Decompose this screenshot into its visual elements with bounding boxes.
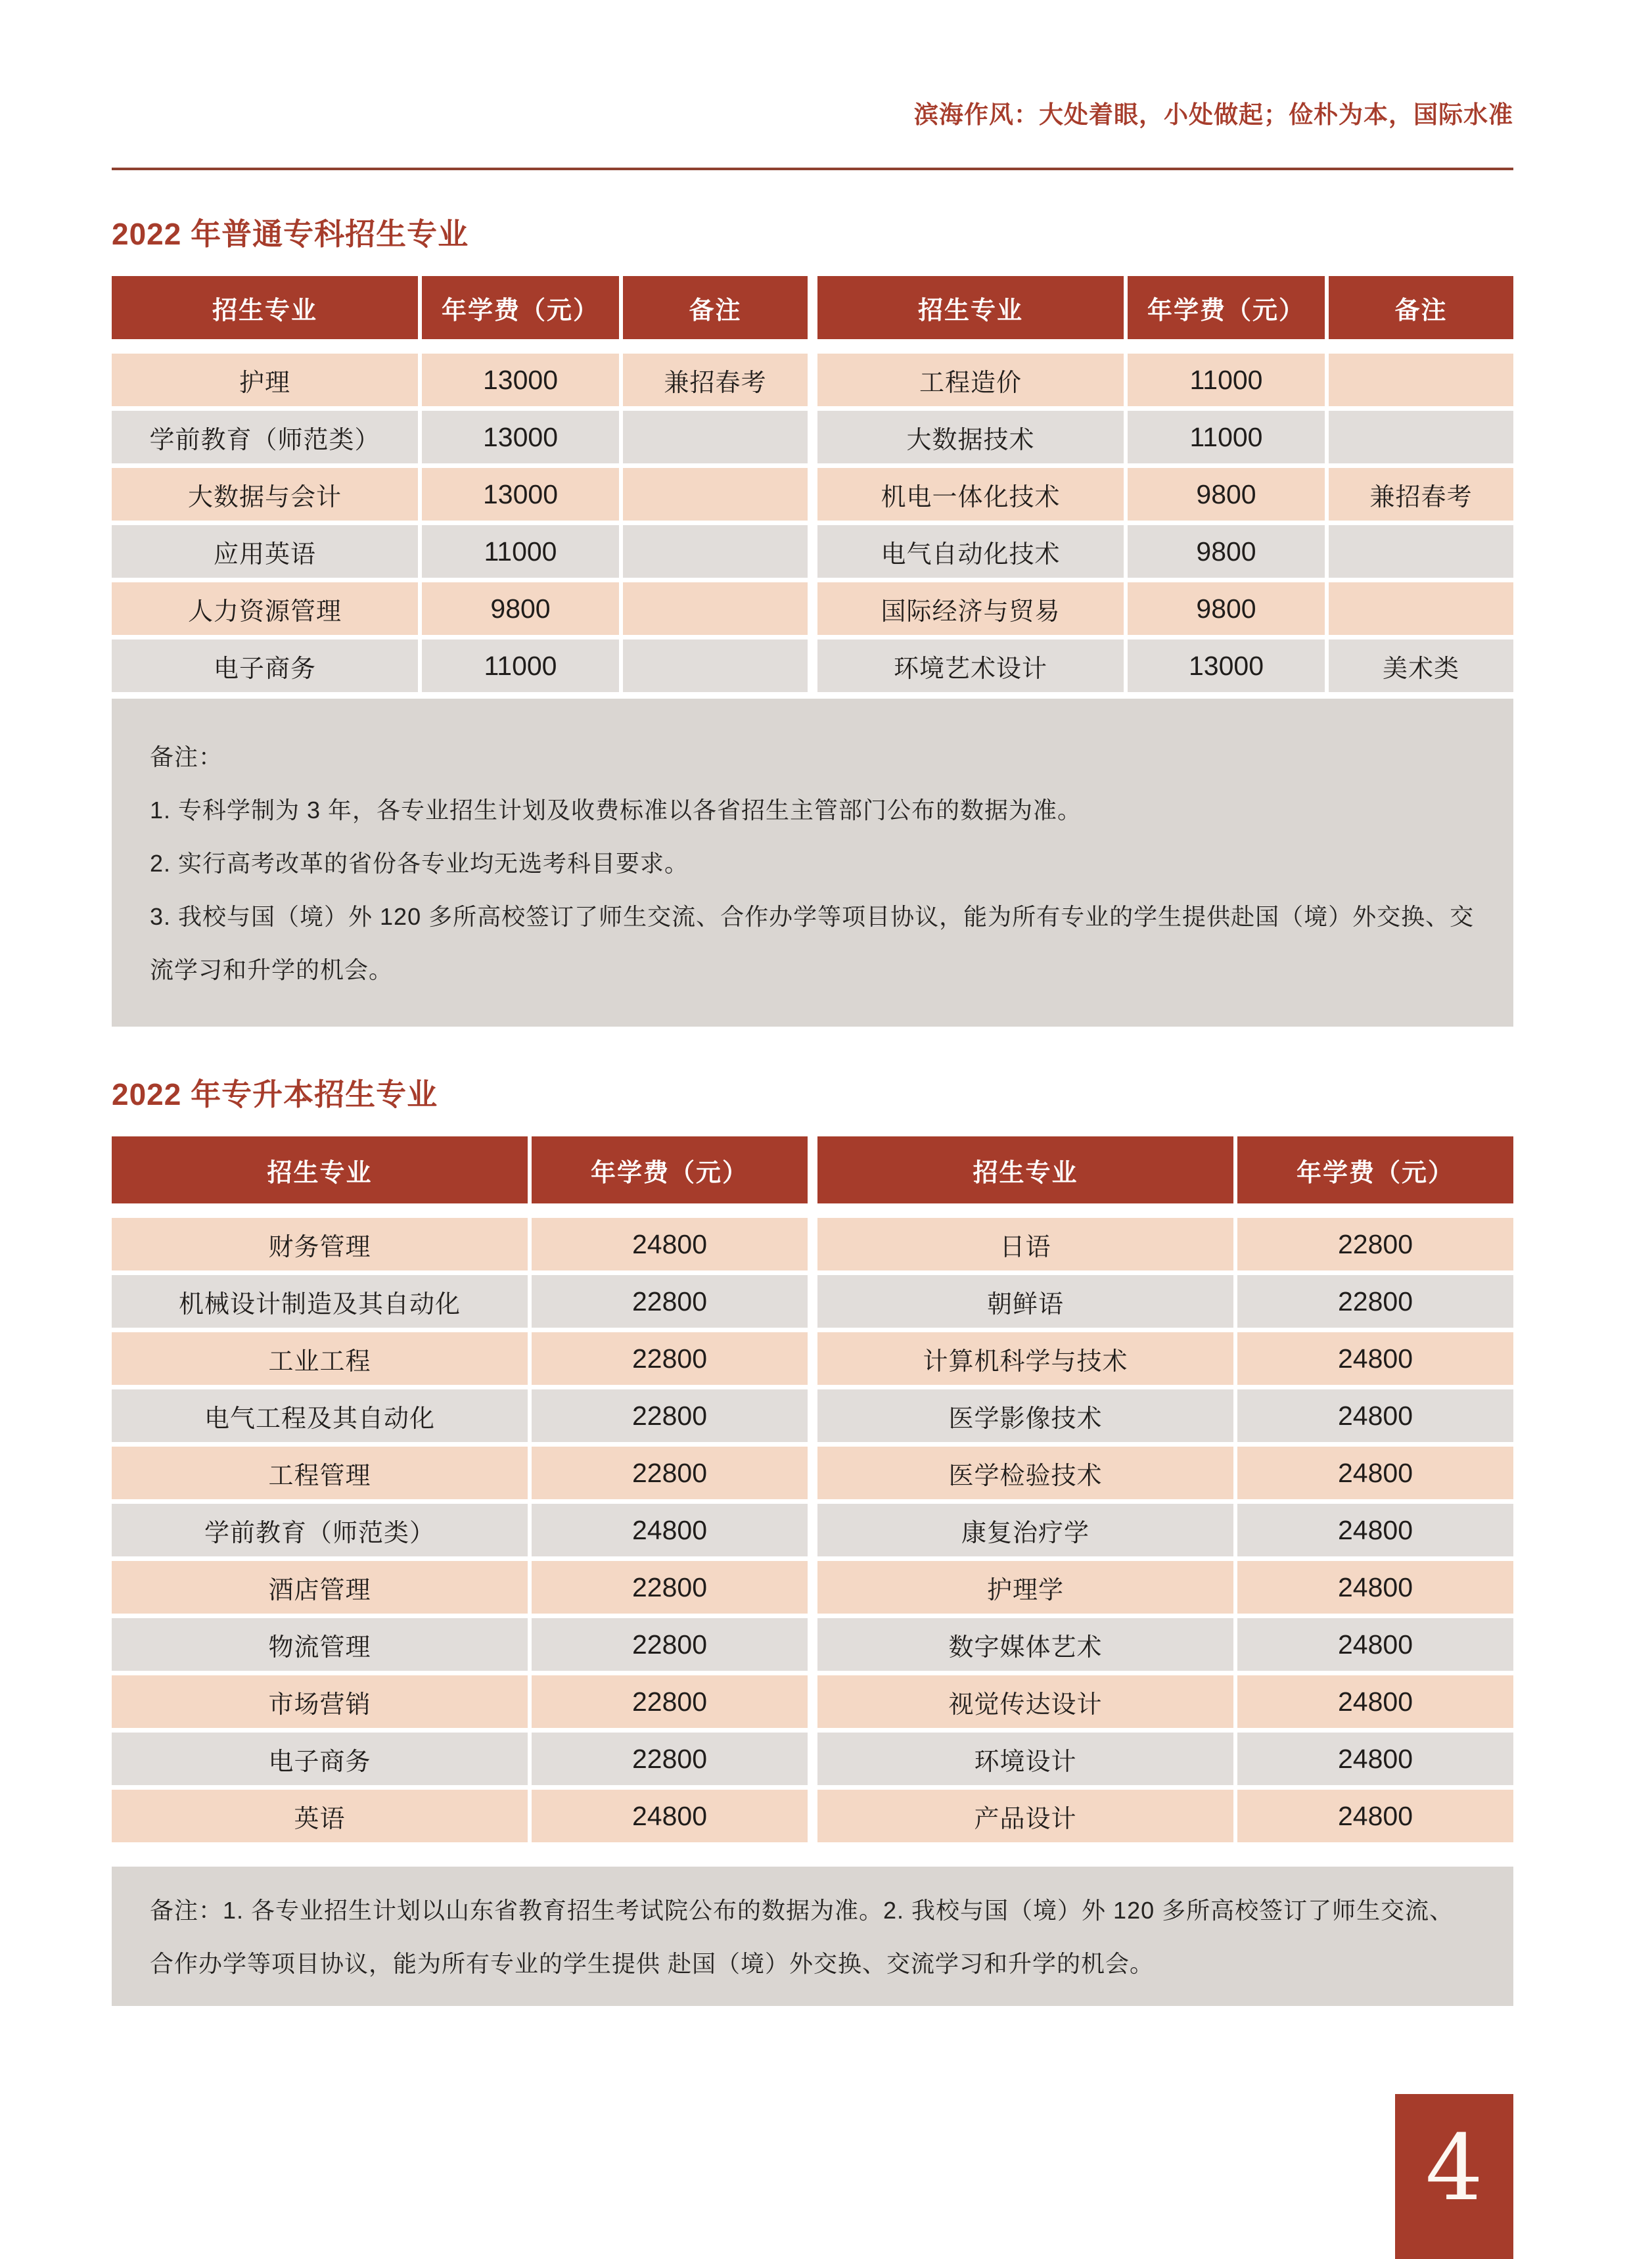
- note-cell: [623, 582, 808, 635]
- fee-cell: 24800: [532, 1790, 808, 1842]
- major-cell: 数字媒体艺术: [817, 1618, 1233, 1671]
- major-cell: 视觉传达设计: [817, 1675, 1233, 1728]
- fee-cell: 11000: [422, 525, 619, 578]
- major-cell: 学前教育（师范类）: [112, 411, 418, 463]
- major-cell: 护理学: [817, 1561, 1233, 1614]
- note-cell: [1329, 525, 1513, 578]
- zhuanshengben-left-header-row: [112, 1136, 808, 1203]
- fee-cell: 24800: [1237, 1447, 1513, 1499]
- column-header-fee: 年学费（元）: [532, 1136, 808, 1203]
- major-cell: 应用英语: [112, 525, 418, 578]
- zhuanke-table-left-half: [112, 276, 808, 692]
- fee-cell: 22800: [1237, 1275, 1513, 1328]
- zhuanke-right-header-row: [817, 276, 1513, 339]
- fee-cell: 24800: [1237, 1332, 1513, 1385]
- major-cell: 计算机科学与技术: [817, 1332, 1233, 1385]
- fee-cell: 13000: [1128, 640, 1325, 692]
- note-cell: [623, 468, 808, 521]
- note-cell: [623, 411, 808, 463]
- fee-cell: 22800: [1237, 1218, 1513, 1270]
- major-cell: 日语: [817, 1218, 1233, 1270]
- note-cell: 兼招春考: [1329, 468, 1513, 521]
- note-cell: [623, 640, 808, 692]
- major-cell: 电气工程及其自动化: [112, 1389, 528, 1442]
- column-header-note: 备注: [1329, 276, 1513, 339]
- major-cell: 医学影像技术: [817, 1389, 1233, 1442]
- zhuanke-majors-table: [112, 276, 1513, 692]
- zhuanke-right-body: [817, 354, 1513, 692]
- fee-cell: 24800: [532, 1218, 808, 1270]
- major-cell: 工业工程: [112, 1332, 528, 1385]
- major-cell: 产品设计: [817, 1790, 1233, 1842]
- fee-cell: 24800: [1237, 1389, 1513, 1442]
- major-cell: 环境艺术设计: [817, 640, 1124, 692]
- section1-title: 2022 年普通专科招生专业: [112, 217, 469, 251]
- note-item: 3. 我校与国（境）外 120 多所高校签订了师生交流、合作办学等项目协议，能为所有专业的学生提供赴国（境）外交换、交流学习和升学的机会。: [150, 903, 1475, 983]
- column-header-major: 招生专业: [817, 276, 1124, 339]
- school-slogan: 滨海作风：大处着眼，小处做起；俭朴为本，国际水准: [914, 101, 1513, 128]
- column-header-major: 招生专业: [112, 276, 418, 339]
- fee-cell: 22800: [532, 1389, 808, 1442]
- note-cell: [1329, 582, 1513, 635]
- fee-cell: 22800: [532, 1275, 808, 1328]
- column-header-fee: 年学费（元）: [1237, 1136, 1513, 1203]
- column-header-fee: 年学费（元）: [1128, 276, 1325, 339]
- major-cell: 工程管理: [112, 1447, 528, 1499]
- zhuanshengben-majors-table: [112, 1136, 1513, 1842]
- fee-cell: 13000: [422, 411, 619, 463]
- major-cell: 学前教育（师范类）: [112, 1504, 528, 1556]
- notes-label: 备注：: [150, 743, 223, 770]
- major-cell: 护理: [112, 354, 418, 406]
- zhuanke-notes-box: [112, 699, 1513, 1027]
- major-cell: 机械设计制造及其自动化: [112, 1275, 528, 1328]
- page-content: [112, 0, 1513, 2006]
- major-cell: 环境设计: [817, 1733, 1233, 1785]
- fee-cell: 9800: [1128, 582, 1325, 635]
- major-cell: 朝鲜语: [817, 1275, 1233, 1328]
- major-cell: 市场营销: [112, 1675, 528, 1728]
- fee-cell: 24800: [1237, 1790, 1513, 1842]
- zhuanshengben-table-right-half: [817, 1136, 1513, 1842]
- fee-cell: 13000: [422, 354, 619, 406]
- page-number: 4: [1425, 2115, 1483, 2221]
- major-cell: 医学检验技术: [817, 1447, 1233, 1499]
- page-number-badge: [1395, 2094, 1513, 2259]
- zhuanshengben-right-header-row: [817, 1136, 1513, 1203]
- major-cell: 国际经济与贸易: [817, 582, 1124, 635]
- note-item: 1. 专科学制为 3 年，各专业招生计划及收费标准以各省招生主管部门公布的数据为准。: [150, 797, 1082, 824]
- column-header-fee: 年学费（元）: [422, 276, 619, 339]
- note-cell: [1329, 354, 1513, 406]
- major-cell: 电气自动化技术: [817, 525, 1124, 578]
- fee-cell: 22800: [532, 1561, 808, 1614]
- note-item: 备注：1. 各专业招生计划以山东省教育招生考试院公布的数据为准。2. 我校与国（境）外 120 多所高校签订了师生交流、合作办学等项目协议，能为所有专业的学生提供 赴国（境）外交换、交流学习和升学的机会。: [150, 1897, 1454, 1977]
- zhuanke-table-right-half: [817, 276, 1513, 692]
- major-cell: 康复治疗学: [817, 1504, 1233, 1556]
- note-cell: 美术类: [1329, 640, 1513, 692]
- fee-cell: 22800: [532, 1332, 808, 1385]
- section2-title: 2022 年专升本招生专业: [112, 1077, 438, 1111]
- fee-cell: 24800: [1237, 1733, 1513, 1785]
- zhuanshengben-left-body: [112, 1218, 808, 1842]
- fee-cell: 24800: [1237, 1618, 1513, 1671]
- major-cell: 电子商务: [112, 640, 418, 692]
- fee-cell: 11000: [1128, 411, 1325, 463]
- major-cell: 工程造价: [817, 354, 1124, 406]
- note-item: 2. 实行高考改革的省份各专业均无选考科目要求。: [150, 850, 689, 877]
- major-cell: 英语: [112, 1790, 528, 1842]
- fee-cell: 11000: [1128, 354, 1325, 406]
- zhuanshengben-notes-box: [112, 1867, 1513, 2006]
- column-header-note: 备注: [623, 276, 808, 339]
- fee-cell: 13000: [422, 468, 619, 521]
- zhuanshengben-table-left-half: [112, 1136, 808, 1842]
- zhuanke-left-header-row: [112, 276, 808, 339]
- note-cell: [623, 525, 808, 578]
- major-cell: 大数据技术: [817, 411, 1124, 463]
- fee-cell: 9800: [1128, 468, 1325, 521]
- fee-cell: 11000: [422, 640, 619, 692]
- note-cell: 兼招春考: [623, 354, 808, 406]
- fee-cell: 24800: [1237, 1561, 1513, 1614]
- fee-cell: 22800: [532, 1447, 808, 1499]
- fee-cell: 24800: [1237, 1675, 1513, 1728]
- major-cell: 酒店管理: [112, 1561, 528, 1614]
- note-cell: [1329, 411, 1513, 463]
- fee-cell: 22800: [532, 1618, 808, 1671]
- major-cell: 大数据与会计: [112, 468, 418, 521]
- column-header-major: 招生专业: [112, 1136, 528, 1203]
- fee-cell: 22800: [532, 1733, 808, 1785]
- fee-cell: 24800: [1237, 1504, 1513, 1556]
- fee-cell: 24800: [532, 1504, 808, 1556]
- fee-cell: 9800: [422, 582, 619, 635]
- major-cell: 人力资源管理: [112, 582, 418, 635]
- major-cell: 财务管理: [112, 1218, 528, 1270]
- header-divider-rule: [112, 168, 1513, 170]
- fee-cell: 9800: [1128, 525, 1325, 578]
- column-header-major: 招生专业: [817, 1136, 1233, 1203]
- major-cell: 机电一体化技术: [817, 468, 1124, 521]
- fee-cell: 22800: [532, 1675, 808, 1728]
- major-cell: 物流管理: [112, 1618, 528, 1671]
- major-cell: 电子商务: [112, 1733, 528, 1785]
- zhuanke-left-body: [112, 354, 808, 692]
- zhuanshengben-right-body: [817, 1218, 1513, 1842]
